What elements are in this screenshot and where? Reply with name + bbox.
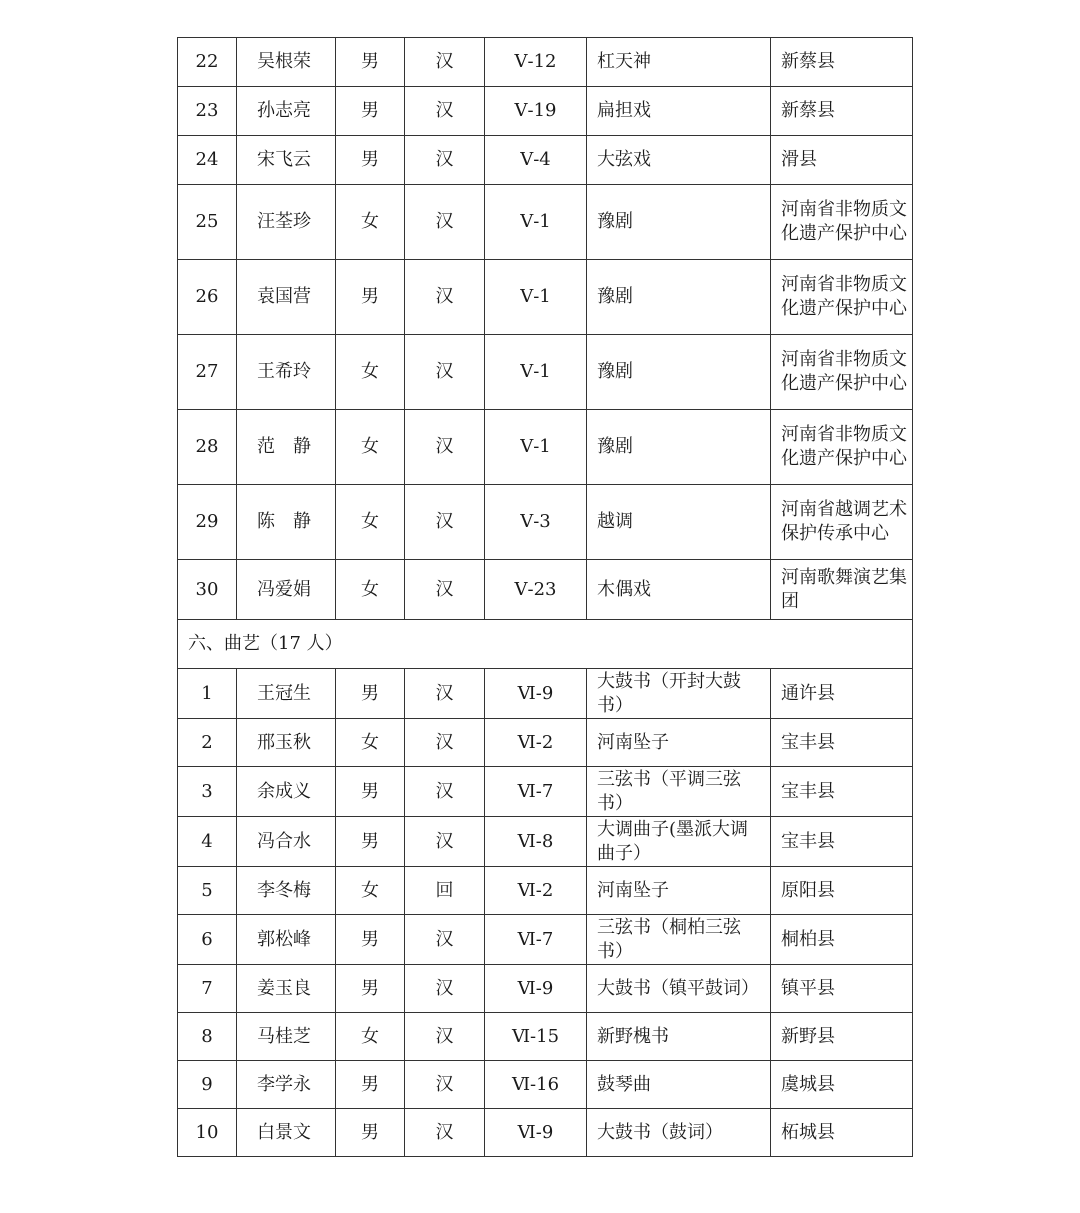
name-cell: 李学永 <box>237 1061 336 1109</box>
table-row <box>178 767 913 817</box>
project-cell: 大鼓书（开封大鼓书） <box>587 669 771 719</box>
project-cell: 三弦书（桐柏三弦书） <box>587 915 771 965</box>
unit-cell: 河南省非物质文化遗产保护中心 <box>771 260 913 335</box>
name-cell: 宋飞云 <box>237 136 336 185</box>
table-row <box>178 867 913 915</box>
project-cell: 大鼓书（鼓词） <box>587 1109 771 1157</box>
row-number: 6 <box>178 915 237 965</box>
row-number: 10 <box>178 1109 237 1157</box>
table-row <box>178 136 913 185</box>
project-cell: 木偶戏 <box>587 560 771 620</box>
inheritor-table <box>177 37 913 1157</box>
project-cell: 越调 <box>587 485 771 560</box>
gender-cell: 男 <box>336 136 405 185</box>
name-cell: 孙志亮 <box>237 87 336 136</box>
code-cell: Ⅴ-1 <box>485 410 587 485</box>
row-number: 3 <box>178 767 237 817</box>
row-number: 1 <box>178 669 237 719</box>
unit-cell: 桐柏县 <box>771 915 913 965</box>
code-cell: Ⅴ-1 <box>485 260 587 335</box>
table-row <box>178 965 913 1013</box>
code-cell: Ⅵ-15 <box>485 1013 587 1061</box>
unit-cell: 宝丰县 <box>771 817 913 867</box>
name-cell: 陈 静 <box>237 485 336 560</box>
table-row <box>178 817 913 867</box>
code-cell: Ⅵ-7 <box>485 767 587 817</box>
code-cell: Ⅴ-19 <box>485 87 587 136</box>
code-cell: Ⅵ-7 <box>485 915 587 965</box>
ethnicity-cell: 汉 <box>405 136 485 185</box>
code-cell: Ⅴ-1 <box>485 335 587 410</box>
name-cell: 冯爱娟 <box>237 560 336 620</box>
name-cell: 马桂芝 <box>237 1013 336 1061</box>
unit-cell: 河南省非物质文化遗产保护中心 <box>771 185 913 260</box>
unit-cell: 宝丰县 <box>771 719 913 767</box>
code-cell: Ⅵ-2 <box>485 719 587 767</box>
ethnicity-cell: 汉 <box>405 38 485 87</box>
table-row <box>178 1013 913 1061</box>
name-cell: 冯合水 <box>237 817 336 867</box>
name-cell: 袁国营 <box>237 260 336 335</box>
ethnicity-cell: 汉 <box>405 185 485 260</box>
row-number: 9 <box>178 1061 237 1109</box>
gender-cell: 女 <box>336 719 405 767</box>
gender-cell: 男 <box>336 915 405 965</box>
project-cell: 三弦书（平调三弦书） <box>587 767 771 817</box>
row-number: 30 <box>178 560 237 620</box>
code-cell: Ⅵ-2 <box>485 867 587 915</box>
section-title: 六、曲艺（17 人） <box>178 620 913 669</box>
table-top <box>178 38 913 620</box>
gender-cell: 男 <box>336 1061 405 1109</box>
table-row <box>178 719 913 767</box>
row-number: 23 <box>178 87 237 136</box>
row-number: 8 <box>178 1013 237 1061</box>
table-row <box>178 38 913 87</box>
ethnicity-cell: 汉 <box>405 1061 485 1109</box>
row-number: 7 <box>178 965 237 1013</box>
table-bottom <box>178 669 913 1157</box>
ethnicity-cell: 汉 <box>405 719 485 767</box>
project-cell: 河南坠子 <box>587 719 771 767</box>
gender-cell: 男 <box>336 817 405 867</box>
unit-cell: 虞城县 <box>771 1061 913 1109</box>
ethnicity-cell: 汉 <box>405 87 485 136</box>
row-number: 29 <box>178 485 237 560</box>
ethnicity-cell: 汉 <box>405 915 485 965</box>
unit-cell: 通许县 <box>771 669 913 719</box>
table-row <box>178 87 913 136</box>
gender-cell: 女 <box>336 867 405 915</box>
table-row <box>178 560 913 620</box>
gender-cell: 男 <box>336 38 405 87</box>
ethnicity-cell: 汉 <box>405 410 485 485</box>
row-number: 5 <box>178 867 237 915</box>
name-cell: 郭松峰 <box>237 915 336 965</box>
code-cell: Ⅴ-23 <box>485 560 587 620</box>
table-row <box>178 185 913 260</box>
row-number: 4 <box>178 817 237 867</box>
name-cell: 李冬梅 <box>237 867 336 915</box>
ethnicity-cell: 汉 <box>405 1109 485 1157</box>
code-cell: Ⅴ-1 <box>485 185 587 260</box>
unit-cell: 新野县 <box>771 1013 913 1061</box>
project-cell: 豫剧 <box>587 410 771 485</box>
ethnicity-cell: 汉 <box>405 260 485 335</box>
project-cell: 豫剧 <box>587 260 771 335</box>
project-cell: 豫剧 <box>587 335 771 410</box>
gender-cell: 女 <box>336 410 405 485</box>
gender-cell: 男 <box>336 1109 405 1157</box>
name-cell: 汪荃珍 <box>237 185 336 260</box>
section-row <box>178 620 913 669</box>
code-cell: Ⅴ-3 <box>485 485 587 560</box>
table-row <box>178 485 913 560</box>
ethnicity-cell: 汉 <box>405 560 485 620</box>
table-row <box>178 260 913 335</box>
unit-cell: 原阳县 <box>771 867 913 915</box>
table-row <box>178 335 913 410</box>
project-cell: 杠天神 <box>587 38 771 87</box>
name-cell: 王希玲 <box>237 335 336 410</box>
project-cell: 大调曲子(墨派大调曲子） <box>587 817 771 867</box>
table-row <box>178 1109 913 1157</box>
gender-cell: 男 <box>336 767 405 817</box>
ethnicity-cell: 汉 <box>405 965 485 1013</box>
gender-cell: 女 <box>336 185 405 260</box>
table-section <box>178 620 913 669</box>
code-cell: Ⅴ-4 <box>485 136 587 185</box>
unit-cell: 新蔡县 <box>771 38 913 87</box>
ethnicity-cell: 汉 <box>405 817 485 867</box>
ethnicity-cell: 汉 <box>405 669 485 719</box>
ethnicity-cell: 汉 <box>405 1013 485 1061</box>
code-cell: Ⅵ-16 <box>485 1061 587 1109</box>
code-cell: Ⅵ-8 <box>485 817 587 867</box>
ethnicity-cell: 汉 <box>405 485 485 560</box>
project-cell: 豫剧 <box>587 185 771 260</box>
name-cell: 白景文 <box>237 1109 336 1157</box>
code-cell: Ⅵ-9 <box>485 669 587 719</box>
project-cell: 扁担戏 <box>587 87 771 136</box>
gender-cell: 男 <box>336 87 405 136</box>
gender-cell: 女 <box>336 1013 405 1061</box>
ethnicity-cell: 汉 <box>405 335 485 410</box>
gender-cell: 女 <box>336 485 405 560</box>
project-cell: 鼓琴曲 <box>587 1061 771 1109</box>
project-cell: 新野槐书 <box>587 1013 771 1061</box>
gender-cell: 男 <box>336 260 405 335</box>
unit-cell: 镇平县 <box>771 965 913 1013</box>
name-cell: 王冠生 <box>237 669 336 719</box>
code-cell: Ⅵ-9 <box>485 1109 587 1157</box>
name-cell: 余成义 <box>237 767 336 817</box>
code-cell: Ⅴ-12 <box>485 38 587 87</box>
gender-cell: 男 <box>336 669 405 719</box>
row-number: 24 <box>178 136 237 185</box>
project-cell: 大弦戏 <box>587 136 771 185</box>
code-cell: Ⅵ-9 <box>485 965 587 1013</box>
project-cell: 大鼓书（镇平鼓词） <box>587 965 771 1013</box>
row-number: 26 <box>178 260 237 335</box>
unit-cell: 河南省非物质文化遗产保护中心 <box>771 410 913 485</box>
gender-cell: 女 <box>336 560 405 620</box>
unit-cell: 河南歌舞演艺集团 <box>771 560 913 620</box>
name-cell: 姜玉良 <box>237 965 336 1013</box>
gender-cell: 女 <box>336 335 405 410</box>
table-row <box>178 669 913 719</box>
unit-cell: 滑县 <box>771 136 913 185</box>
ethnicity-cell: 回 <box>405 867 485 915</box>
unit-cell: 河南省非物质文化遗产保护中心 <box>771 335 913 410</box>
table-row <box>178 915 913 965</box>
project-cell: 河南坠子 <box>587 867 771 915</box>
unit-cell: 新蔡县 <box>771 87 913 136</box>
gender-cell: 男 <box>336 965 405 1013</box>
name-cell: 邢玉秋 <box>237 719 336 767</box>
row-number: 27 <box>178 335 237 410</box>
name-cell: 范 静 <box>237 410 336 485</box>
unit-cell: 宝丰县 <box>771 767 913 817</box>
unit-cell: 河南省越调艺术保护传承中心 <box>771 485 913 560</box>
table-row <box>178 410 913 485</box>
table-row <box>178 1061 913 1109</box>
row-number: 2 <box>178 719 237 767</box>
unit-cell: 柘城县 <box>771 1109 913 1157</box>
ethnicity-cell: 汉 <box>405 767 485 817</box>
row-number: 22 <box>178 38 237 87</box>
name-cell: 吴根荣 <box>237 38 336 87</box>
row-number: 28 <box>178 410 237 485</box>
row-number: 25 <box>178 185 237 260</box>
